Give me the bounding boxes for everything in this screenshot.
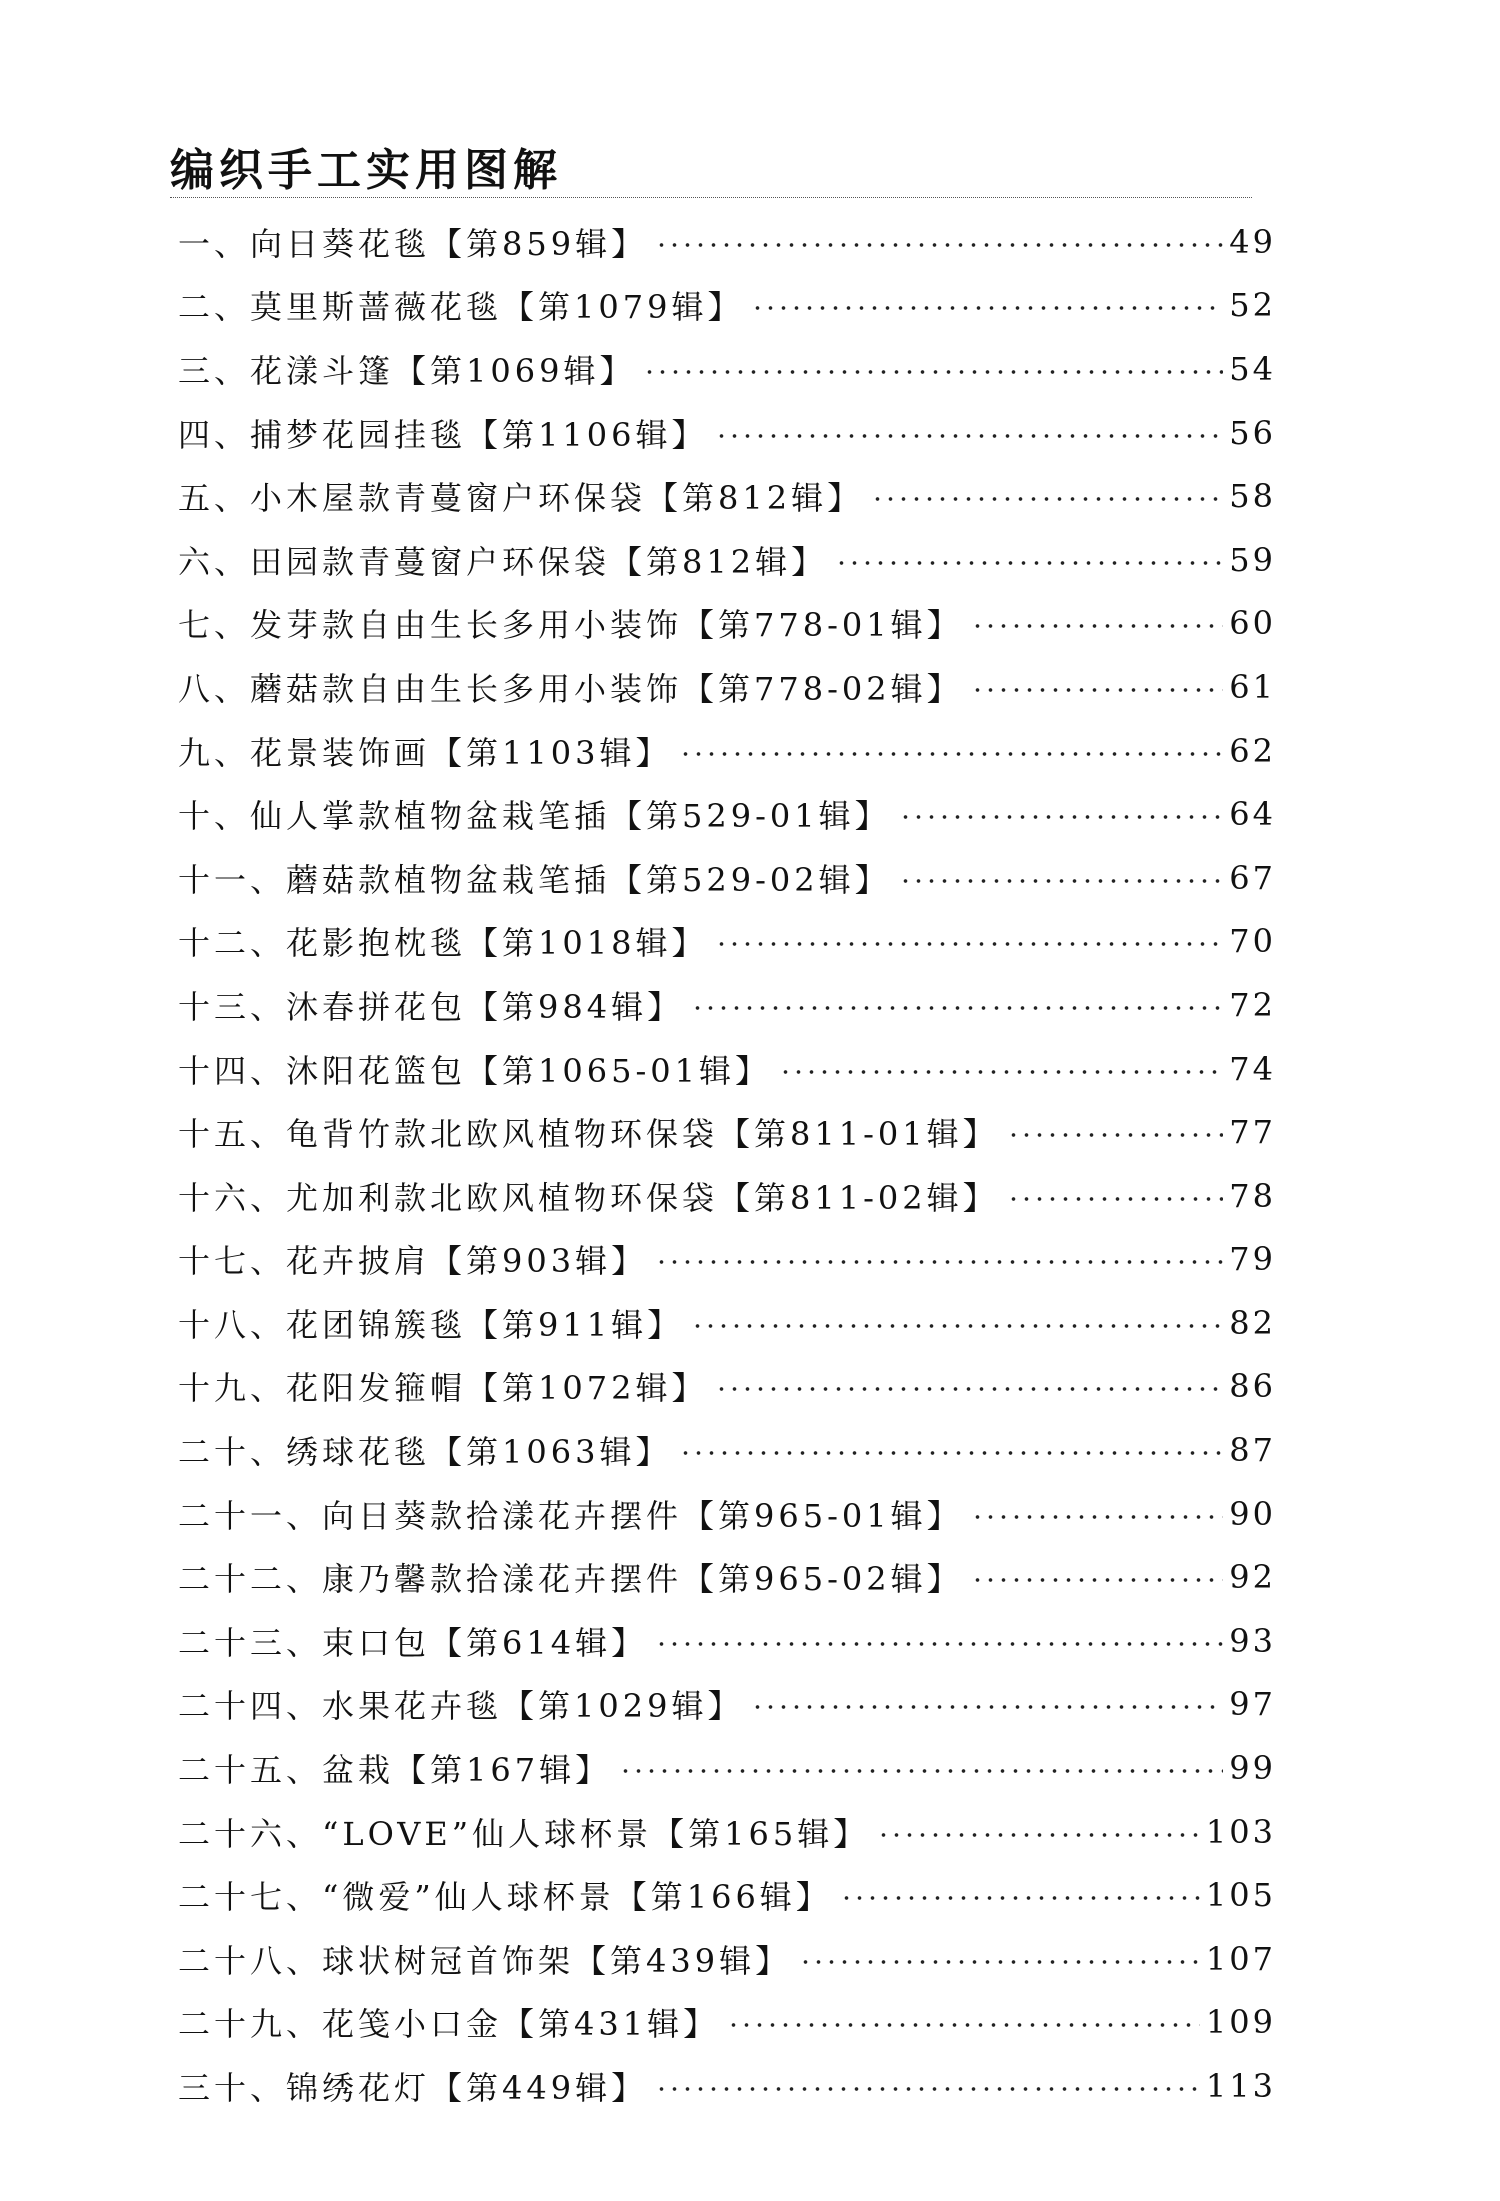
toc-entry-page-number: 67 — [1229, 858, 1276, 897]
toc-entry-title: 二十四、水果花卉毯【第1029辑】 — [178, 1687, 744, 1726]
toc-entry-title: 二十八、球状树冠首饰架【第439辑】 — [178, 1941, 792, 1980]
dot-leader — [971, 622, 1224, 630]
toc-entry — [178, 592, 1276, 656]
toc-entry — [178, 1482, 1276, 1546]
toc-entry — [178, 1927, 1276, 1991]
toc-entry — [178, 973, 1276, 1037]
toc-entry-page-number: 87 — [1229, 1431, 1276, 1470]
toc-entry-page-number: 82 — [1229, 1303, 1276, 1342]
dot-leader — [643, 368, 1223, 376]
dot-leader — [655, 2085, 1200, 2093]
toc-entry — [178, 1545, 1276, 1609]
toc-entry-title: 十五、龟背竹款北欧风植物环保袋【第811-01辑】 — [178, 1115, 999, 1154]
toc-entry-title: 十八、花团锦簇毯【第911辑】 — [178, 1305, 684, 1344]
dot-leader — [715, 940, 1223, 948]
toc-entry-title: 十一、蘑菇款植物盆栽笔插【第529-02辑】 — [178, 860, 891, 899]
toc-entry-title: 二十九、花笺小口金【第431辑】 — [178, 2005, 720, 2044]
toc-entry-title: 十九、花阳发箍帽【第1072辑】 — [178, 1369, 708, 1408]
toc-entry-page-number: 90 — [1229, 1494, 1276, 1533]
toc-entry-page-number: 58 — [1229, 477, 1276, 516]
dot-leader — [679, 750, 1223, 758]
toc-entry-title: 七、发芽款自由生长多用小装饰【第778-01辑】 — [178, 606, 963, 645]
toc-entry — [178, 1991, 1276, 2055]
dot-leader — [835, 559, 1223, 567]
toc-entry — [178, 2054, 1276, 2118]
dot-leader — [691, 1322, 1223, 1330]
dot-leader — [1007, 1195, 1224, 1203]
table-of-contents — [178, 210, 1276, 2118]
toc-entry — [178, 337, 1276, 401]
toc-entry-page-number: 109 — [1205, 2003, 1276, 2042]
dot-leader — [715, 432, 1223, 440]
toc-entry-title: 十、仙人掌款植物盆栽笔插【第529-01辑】 — [178, 797, 891, 836]
toc-entry — [178, 655, 1276, 719]
toc-entry-title: 十六、尤加利款北欧风植物环保袋【第811-02辑】 — [178, 1178, 999, 1217]
title-divider — [170, 197, 1252, 198]
toc-entry-page-number: 49 — [1229, 222, 1276, 261]
toc-entry-page-number: 78 — [1229, 1176, 1276, 1215]
dot-leader — [691, 1004, 1223, 1012]
toc-entry-title: 二十三、束口包【第614辑】 — [178, 1623, 648, 1662]
toc-entry — [178, 1673, 1276, 1737]
dot-leader — [751, 304, 1223, 312]
dot-leader — [619, 1767, 1223, 1775]
toc-entry — [178, 1100, 1276, 1164]
toc-entry — [178, 1037, 1276, 1101]
dot-leader — [799, 1958, 1200, 1966]
toc-entry — [178, 274, 1276, 338]
toc-entry — [178, 528, 1276, 592]
toc-entry-title: 四、捕梦花园挂毯【第1106辑】 — [178, 415, 708, 454]
toc-entry-page-number: 77 — [1229, 1113, 1276, 1152]
toc-entry-page-number: 60 — [1229, 604, 1276, 643]
toc-entry-page-number: 86 — [1229, 1367, 1276, 1406]
toc-entry-title: 二十一、向日葵款拾漾花卉摆件【第965-01辑】 — [178, 1496, 963, 1535]
toc-entry — [178, 1418, 1276, 1482]
toc-entry-page-number: 97 — [1229, 1685, 1276, 1724]
dot-leader — [899, 877, 1224, 885]
dot-leader — [751, 1703, 1223, 1711]
toc-entry-page-number: 52 — [1229, 286, 1276, 325]
toc-entry-title: 二十七、“微爱”仙人球杯景【第166辑】 — [178, 1878, 832, 1917]
toc-entry-title: 二十六、“LOVE”仙人球杯景【第165辑】 — [178, 1814, 870, 1853]
toc-entry-title: 三、花漾斗篷【第1069辑】 — [178, 351, 636, 390]
toc-entry-page-number: 59 — [1229, 540, 1276, 579]
toc-entry-page-number: 99 — [1229, 1749, 1276, 1788]
dot-leader — [840, 1894, 1200, 1902]
toc-entry-page-number: 64 — [1229, 795, 1276, 834]
toc-entry — [178, 1863, 1276, 1927]
dot-leader — [971, 1513, 1224, 1521]
toc-entry-page-number: 103 — [1205, 1812, 1276, 1851]
toc-entry-page-number: 62 — [1229, 731, 1276, 770]
toc-entry-page-number: 70 — [1229, 922, 1276, 961]
toc-entry — [178, 1800, 1276, 1864]
toc-entry-title: 五、小木屋款青蔓窗户环保袋【第812辑】 — [178, 479, 864, 518]
toc-entry-page-number: 54 — [1229, 349, 1276, 388]
toc-entry — [178, 401, 1276, 465]
dot-leader — [1007, 1131, 1224, 1139]
toc-entry — [178, 846, 1276, 910]
toc-entry-page-number: 105 — [1205, 1876, 1276, 1915]
toc-entry — [178, 1291, 1276, 1355]
page-title: 编织手工实用图解 — [170, 145, 562, 197]
toc-entry — [178, 464, 1276, 528]
dot-leader — [971, 686, 1224, 694]
toc-entry-title: 九、花景装饰画【第1103辑】 — [178, 733, 672, 772]
toc-entry-title: 二十、绣球花毯【第1063辑】 — [178, 1433, 672, 1472]
dot-leader — [779, 1068, 1223, 1076]
toc-entry-page-number: 92 — [1229, 1558, 1276, 1597]
toc-entry — [178, 210, 1276, 274]
toc-entry — [178, 1228, 1276, 1292]
toc-entry-page-number: 56 — [1229, 413, 1276, 452]
toc-entry-title: 十二、花影抱枕毯【第1018辑】 — [178, 924, 708, 963]
toc-entry-title: 三十、锦绣花灯【第449辑】 — [178, 2069, 648, 2108]
toc-entry-title: 一、向日葵花毯【第859辑】 — [178, 224, 648, 263]
toc-entry-title: 二十五、盆栽【第167辑】 — [178, 1751, 612, 1790]
toc-entry-page-number: 107 — [1205, 1939, 1276, 1978]
dot-leader — [899, 813, 1224, 821]
dot-leader — [655, 241, 1223, 249]
dot-leader — [727, 2021, 1200, 2029]
toc-entry — [178, 910, 1276, 974]
toc-entry-title: 六、田园款青蔓窗户环保袋【第812辑】 — [178, 542, 828, 581]
toc-entry-title: 十七、花卉披肩【第903辑】 — [178, 1242, 648, 1281]
toc-entry — [178, 782, 1276, 846]
toc-entry-title: 二、莫里斯蔷薇花毯【第1079辑】 — [178, 288, 744, 327]
toc-entry-page-number: 74 — [1229, 1049, 1276, 1088]
toc-entry-title: 十三、沐春拼花包【第984辑】 — [178, 987, 684, 1026]
dot-leader — [871, 495, 1223, 503]
toc-entry — [178, 1355, 1276, 1419]
dot-leader — [679, 1449, 1223, 1457]
toc-entry — [178, 1164, 1276, 1228]
dot-leader — [655, 1640, 1223, 1648]
toc-entry — [178, 719, 1276, 783]
toc-entry-title: 八、蘑菇款自由生长多用小装饰【第778-02辑】 — [178, 669, 963, 708]
toc-entry-title: 二十二、康乃馨款拾漾花卉摆件【第965-02辑】 — [178, 1560, 963, 1599]
dot-leader — [971, 1576, 1224, 1584]
dot-leader — [655, 1258, 1223, 1266]
dot-leader — [877, 1831, 1200, 1839]
toc-entry-page-number: 93 — [1229, 1621, 1276, 1660]
toc-entry — [178, 1609, 1276, 1673]
toc-entry-title: 十四、沐阳花篮包【第1065-01辑】 — [178, 1051, 771, 1090]
toc-entry — [178, 1736, 1276, 1800]
toc-entry-page-number: 72 — [1229, 985, 1276, 1024]
toc-entry-page-number: 61 — [1229, 667, 1276, 706]
dot-leader — [715, 1385, 1223, 1393]
toc-entry-page-number: 113 — [1205, 2067, 1276, 2106]
toc-entry-page-number: 79 — [1229, 1240, 1276, 1279]
